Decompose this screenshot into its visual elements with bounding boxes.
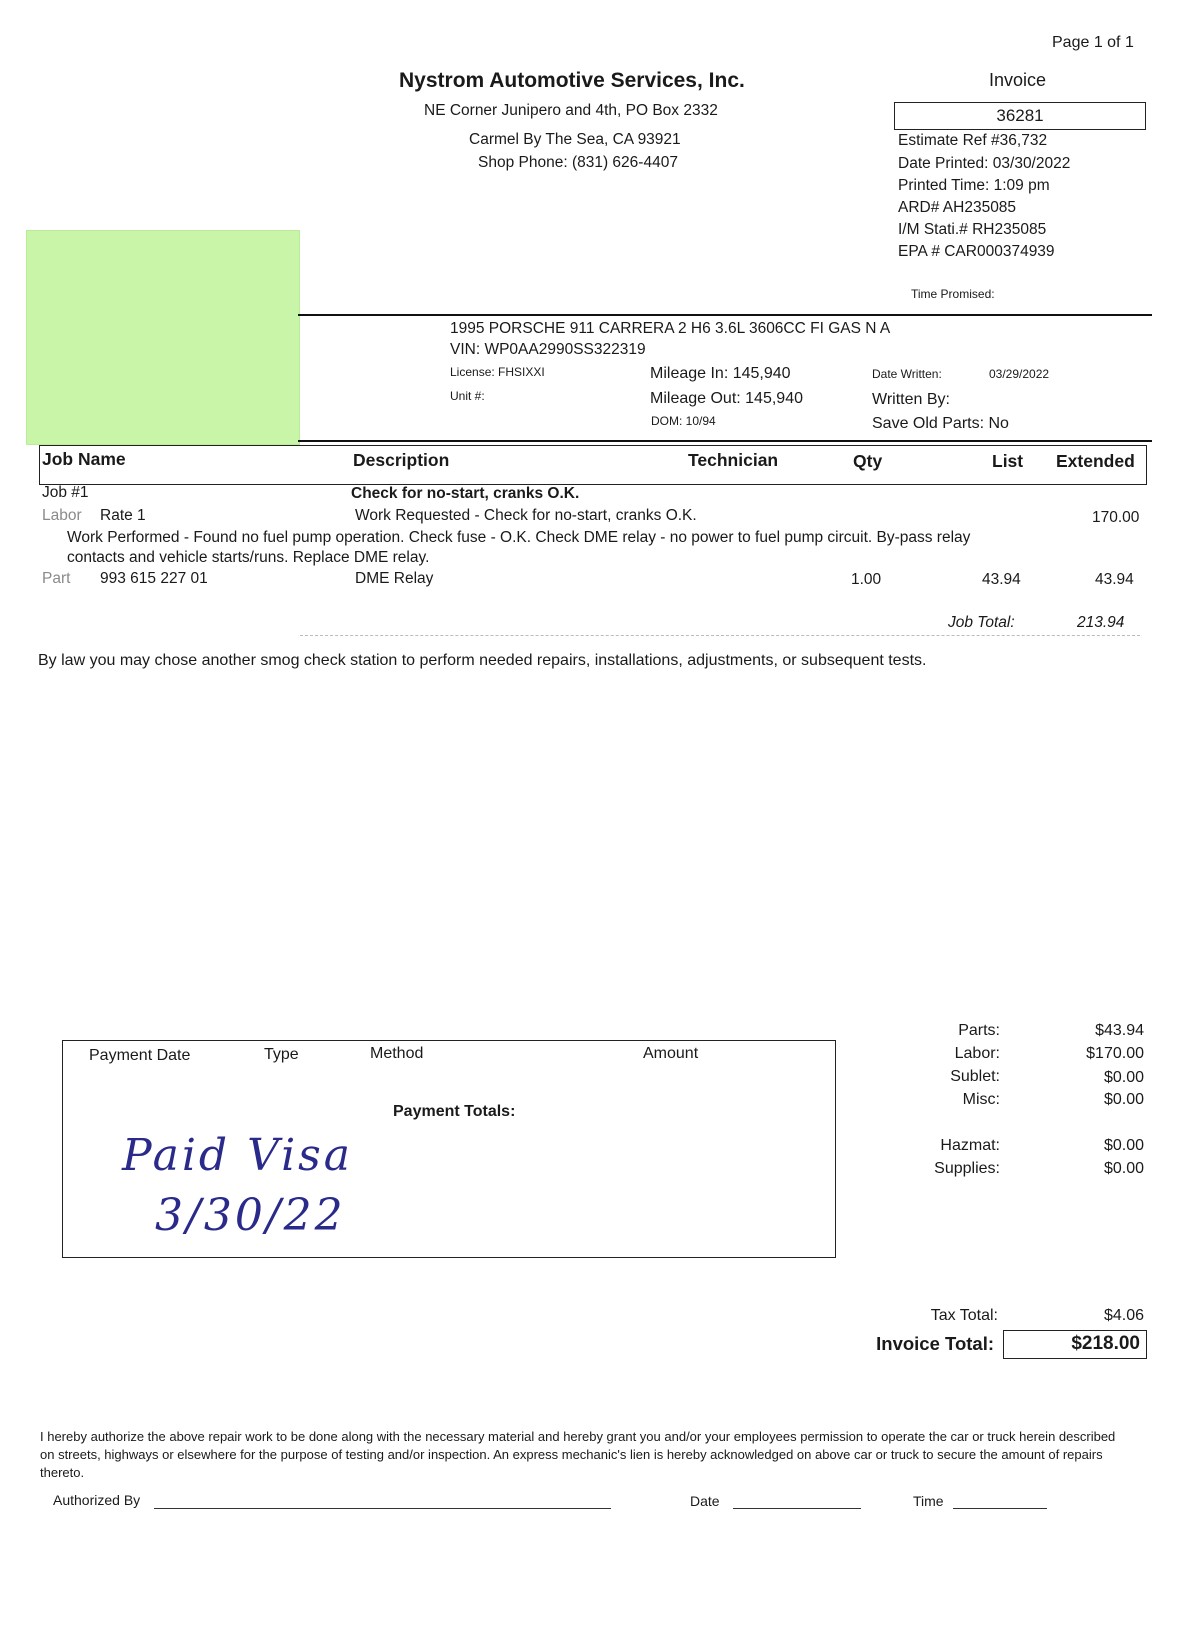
vehicle-description: 1995 PORSCHE 911 CARRERA 2 H6 3.6L 3606CC FI GAS N A	[450, 320, 891, 337]
summary-tax: $4.06	[1103, 1307, 1144, 1324]
work-performed-line2: contacts and vehicle starts/runs. Replace DME relay.	[67, 549, 430, 566]
summary-supplies-label: Supplies:	[934, 1160, 1000, 1177]
invoice-total-label: Invoice Total:	[876, 1333, 994, 1354]
summary-supplies: $0.00	[1103, 1160, 1144, 1177]
date-line[interactable]	[733, 1508, 861, 1509]
invoice-heading: Invoice	[989, 70, 1047, 90]
summary-hazmat-label: Hazmat:	[940, 1137, 1000, 1154]
job-total-label: Job Total:	[948, 614, 1015, 631]
save-old-parts: Save Old Parts: No	[872, 415, 1009, 432]
summary-sublet: $0.00	[1103, 1069, 1144, 1086]
payment-date-header: Payment Date	[89, 1047, 191, 1064]
vehicle-license: License: FHSIXXI	[450, 365, 545, 379]
part-description: DME Relay	[355, 570, 434, 587]
sticky-note	[26, 230, 300, 445]
part-label: Part	[42, 570, 71, 587]
company-address-line2: Carmel By The Sea, CA 93921	[469, 131, 681, 148]
vehicle-dom: DOM: 10/94	[651, 414, 716, 428]
payment-totals-label: Payment Totals:	[393, 1103, 516, 1120]
part-extended: 43.94	[1095, 571, 1134, 588]
time-line[interactable]	[953, 1508, 1047, 1509]
invoice-total: $218.00	[1071, 1333, 1140, 1354]
summary-sublet-label: Sublet:	[950, 1068, 1000, 1085]
authorized-by-label: Authorized By	[53, 1492, 141, 1508]
time-promised: Time Promised:	[911, 287, 995, 301]
time-label: Time	[913, 1493, 944, 1509]
authorization-text: I hereby authorize the above repair work to be done along with the necessary material and hereby grant you and/or your employees permission to operate the car or truck herein described on streets, highways or elsewhere for the purpose of testing and/or inspection. An express mechanic's lien is hereby acknowledged on above car or truck to secure the amount of repairs thereto.	[40, 1429, 1116, 1480]
mileage-in: Mileage In: 145,940	[650, 365, 791, 382]
labor-extended: 170.00	[1092, 509, 1140, 526]
job-name: Job #1	[42, 484, 89, 501]
part-list: 43.94	[982, 571, 1021, 588]
table-header	[39, 445, 1147, 485]
page-number: Page 1 of 1	[1052, 34, 1134, 51]
summary-misc-label: Misc:	[962, 1091, 1000, 1108]
estimate-ref: Estimate Ref #36,732	[898, 132, 1048, 149]
work-performed-line1: Work Performed - Found no fuel pump operation. Check fuse - O.K. Check DME relay - no power to fuel pump circuit. By-pass relay	[67, 529, 971, 546]
authorized-by-line[interactable]	[154, 1508, 611, 1509]
company-phone: Shop Phone: (831) 626-4407	[478, 154, 678, 171]
vehicle-unit: Unit #:	[450, 389, 485, 403]
handwritten-paid-visa: Paid Visa	[122, 1130, 353, 1181]
invoice-number: 36281	[996, 106, 1044, 125]
job-total-rule	[300, 635, 1140, 636]
invoice-total-box	[1003, 1330, 1147, 1359]
epa-number: EPA # CAR000374939	[898, 243, 1055, 260]
summary-tax-label: Tax Total:	[930, 1307, 998, 1324]
date-label: Date	[690, 1493, 720, 1509]
company-address-line1: NE Corner Junipero and 4th, PO Box 2332	[424, 102, 718, 119]
ard-number: ARD# AH235085	[898, 199, 1017, 216]
summary-parts-label: Parts:	[958, 1022, 1000, 1039]
printed-time: Printed Time: 1:09 pm	[898, 177, 1050, 194]
col-extended: Extended	[1056, 451, 1135, 471]
col-qty: Qty	[853, 451, 883, 471]
summary-labor: $170.00	[1086, 1045, 1144, 1062]
payment-amount-header: Amount	[643, 1045, 699, 1062]
date-written-label: Date Written:	[872, 367, 942, 381]
labor-rate: Rate 1	[100, 507, 146, 524]
summary-parts: $43.94	[1095, 1022, 1144, 1039]
summary-labor-label: Labor:	[954, 1045, 1000, 1062]
col-technician: Technician	[688, 450, 779, 470]
summary-misc: $0.00	[1103, 1091, 1144, 1108]
invoice-number-box	[894, 102, 1146, 130]
col-list: List	[992, 451, 1024, 471]
part-qty: 1.00	[851, 571, 882, 588]
mileage-out: Mileage Out: 145,940	[650, 390, 803, 407]
written-by: Written By:	[872, 391, 950, 408]
date-written: 03/29/2022	[989, 367, 1050, 381]
vehicle-vin: VIN: WP0AA2990SS322319	[450, 341, 646, 358]
vehicle-bottom-rule	[298, 440, 1152, 442]
payment-method-header: Method	[370, 1045, 424, 1062]
summary-hazmat: $0.00	[1103, 1137, 1144, 1154]
job-title: Check for no-start, cranks O.K.	[351, 485, 580, 502]
handwritten-paid-date: 3/30/22	[155, 1190, 346, 1241]
vehicle-top-rule	[298, 314, 1152, 316]
im-station-number: I/M Stati.# RH235085	[898, 221, 1047, 238]
labor-description: Work Requested - Check for no-start, cranks O.K.	[355, 507, 697, 524]
company-name: Nystrom Automotive Services, Inc.	[399, 69, 745, 92]
job-total: 213.94	[1077, 614, 1125, 631]
date-printed: Date Printed: 03/30/2022	[898, 155, 1071, 172]
smog-notice: By law you may chose another smog check station to perform needed repairs, installations, adjustments, or subsequent tests.	[38, 652, 927, 669]
col-job-name: Job Name	[42, 449, 126, 469]
col-description: Description	[353, 450, 450, 470]
payment-type-header: Type	[264, 1046, 299, 1063]
labor-label: Labor	[42, 507, 82, 524]
part-number: 993 615 227 01	[100, 570, 208, 587]
